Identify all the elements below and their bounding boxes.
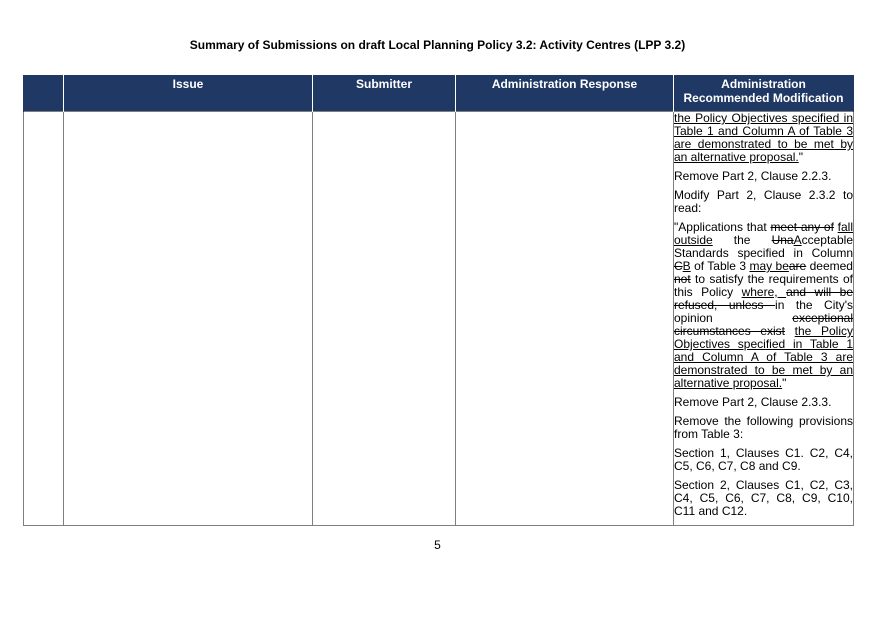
clause-text: of Table 3 <box>690 259 750 273</box>
inserted-text: where, <box>741 285 787 299</box>
deleted-text: meet any of <box>770 220 834 234</box>
header-administration-response: Administration Response <box>456 75 674 112</box>
table-row <box>24 112 854 526</box>
quote-mark: " <box>798 150 804 164</box>
quote-mark: " <box>782 376 787 390</box>
modification-paragraph: Modify Part 2, Clause 2.3.2 to read: <box>674 188 853 215</box>
deleted-text: Una <box>771 233 794 247</box>
deleted-text: exceptional circumstances exist <box>674 311 853 338</box>
page-number: 5 <box>434 538 441 552</box>
header-blank <box>24 75 64 112</box>
deleted-text: not <box>674 272 691 286</box>
row-number-cell <box>24 112 64 526</box>
clause-text: the <box>712 233 772 247</box>
modification-clause-text <box>674 221 853 390</box>
clause-text: cceptable Standards specified in Column <box>674 233 853 260</box>
clause-text: deemed <box>806 259 853 273</box>
table-header-row <box>24 75 854 112</box>
inserted-text: may be <box>749 259 789 273</box>
inserted-text: A <box>793 233 802 247</box>
header-recommended-modification: Administration Recommended Modification <box>674 75 854 112</box>
clause-text <box>785 324 795 338</box>
modification-paragraph: Section 2, Clauses C1, C2, C3, C4, C5, C6, C7, C8, C9, C10, C11 and C12. <box>674 478 853 518</box>
modification-paragraph: Remove the following provisions from Table 3: <box>674 414 853 441</box>
header-submitter: Submitter <box>313 75 456 112</box>
inserted-text: the Policy Objectives specified in Table 1 and Column A of Table 3 are demonstrated to be met by an alternative proposal. <box>674 324 854 390</box>
clause-text: in the City's opinion <box>674 298 853 325</box>
inserted-text: the Policy Objectives specified in Table 1 and Column A of Table 3 are demonstrated to be met by an alternative proposal. <box>674 111 853 164</box>
issue-cell <box>64 112 313 526</box>
modification-cell <box>674 112 854 526</box>
deleted-text: and will be refused, unless <box>674 285 853 312</box>
submissions-table <box>23 75 854 526</box>
header-issue: Issue <box>64 75 313 112</box>
clause-text: "Applications that <box>674 220 771 234</box>
modification-paragraph: Remove Part 2, Clause 2.3.3. <box>674 395 832 409</box>
modification-paragraph: Remove Part 2, Clause 2.2.3. <box>674 169 832 183</box>
inserted-text: B <box>682 259 691 273</box>
deleted-text: C <box>674 259 683 273</box>
deleted-text: are <box>788 259 807 273</box>
modification-paragraph <box>674 112 853 164</box>
response-cell <box>456 112 674 526</box>
inserted-text: fall outside <box>674 220 853 247</box>
clause-text: to satisfy the requirements of this Policy <box>674 272 853 299</box>
submitter-cell <box>313 112 456 526</box>
modification-paragraph: Section 1, Clauses C1. C2, C4, C5, C6, C7, C8 and C9. <box>674 446 853 473</box>
document-title: Summary of Submissions on draft Local Planning Policy 3.2: Activity Centres (LPP 3.2) <box>189 38 686 52</box>
